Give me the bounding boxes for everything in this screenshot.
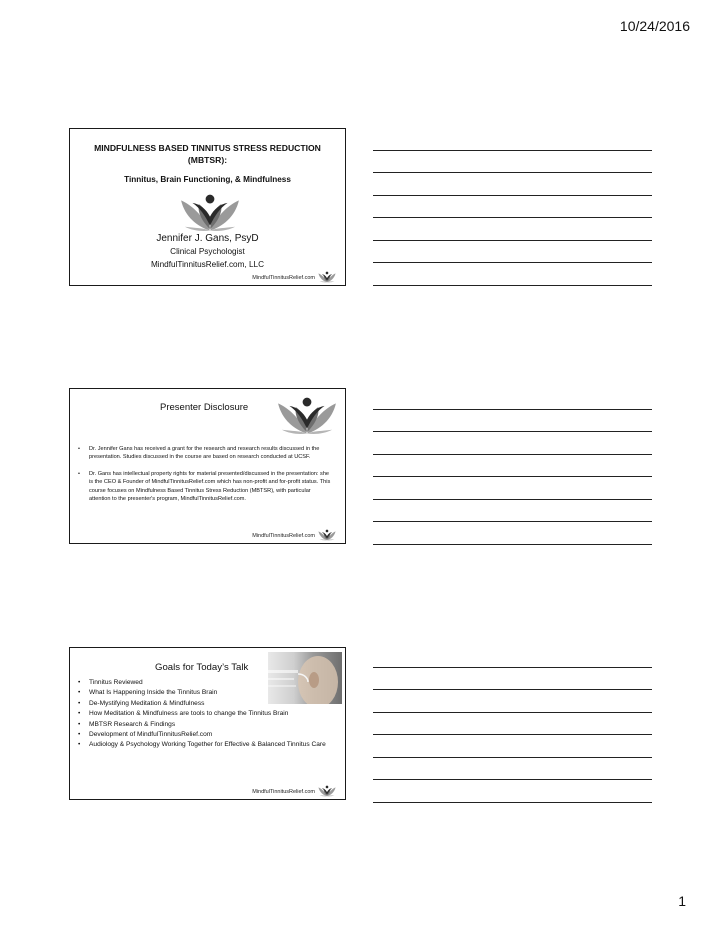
- disclosure-list: [75, 445, 331, 511]
- list-item: • Dr. Jennifer Gans has received a grant for the research and research results discussed in the presentation. Studies discussed in the course are based on research conducted at UCSF.: [75, 445, 331, 462]
- list-item: • Tinnitus Reviewed: [75, 679, 333, 687]
- slide-2-disclosure: [69, 388, 346, 544]
- slide-1-title: [69, 128, 346, 286]
- footer-lotus-icon: [317, 528, 337, 541]
- page-date: 10/24/2016: [619, 18, 690, 34]
- goals-list: [75, 679, 333, 752]
- slide-title: MINDFULNESS BASED TINNITUS STRESS REDUCTION (MBTSR):: [94, 143, 321, 165]
- presenter-company: MindfulTinnitusRelief.com, LLC: [150, 260, 264, 269]
- lotus-logo-icon: [175, 189, 245, 233]
- list-item: • What Is Happening Inside the Tinnitus Brain: [75, 689, 333, 697]
- slide-footer-brand: MindfulTinnitusRelief.com: [252, 789, 315, 795]
- presenter-role: Clinical Psychologist: [170, 247, 245, 256]
- list-item: • Dr. Gans has intellectual property rights for material presented/discussed in the presentation: she is the CEO & Founder of MindfulTinnitusRelief.com which has non-profit and for-profit status. This course focuses on Mindfulness Based Tinnitus Stress Reduction (MBTSR), with particular attention to the presenter's program, MindfulTinnitusRelief.com.: [75, 470, 331, 504]
- presenter-name: Jennifer J. Gans, PsyD: [156, 233, 259, 244]
- slide-title: Presenter Disclosure: [160, 402, 249, 413]
- slide-footer-brand: MindfulTinnitusRelief.com: [252, 533, 315, 539]
- slide-title: Goals for Today’s Talk: [155, 662, 249, 673]
- footer-lotus-icon: [317, 784, 337, 797]
- list-item: • How Meditation & Mindfulness are tools to change the Tinnitus Brain: [75, 710, 333, 718]
- slide-footer-brand: MindfulTinnitusRelief.com: [252, 275, 315, 281]
- list-item: • MBTSR Research & Findings: [75, 721, 333, 729]
- footer-lotus-icon: [317, 270, 337, 283]
- list-item: • De-Mystifying Meditation & Mindfulness: [75, 700, 333, 708]
- list-item: • Audiology & Psychology Working Together for Effective & Balanced Tinnitus Care: [75, 741, 333, 749]
- lotus-logo-icon: [274, 392, 340, 436]
- list-item: • Development of MindfulTinnitusRelief.com: [75, 731, 333, 739]
- page-number: 1: [678, 893, 686, 909]
- slide-subtitle: Tinnitus, Brain Functioning, & Mindfulness: [124, 175, 291, 184]
- slide-3-goals: [69, 647, 346, 800]
